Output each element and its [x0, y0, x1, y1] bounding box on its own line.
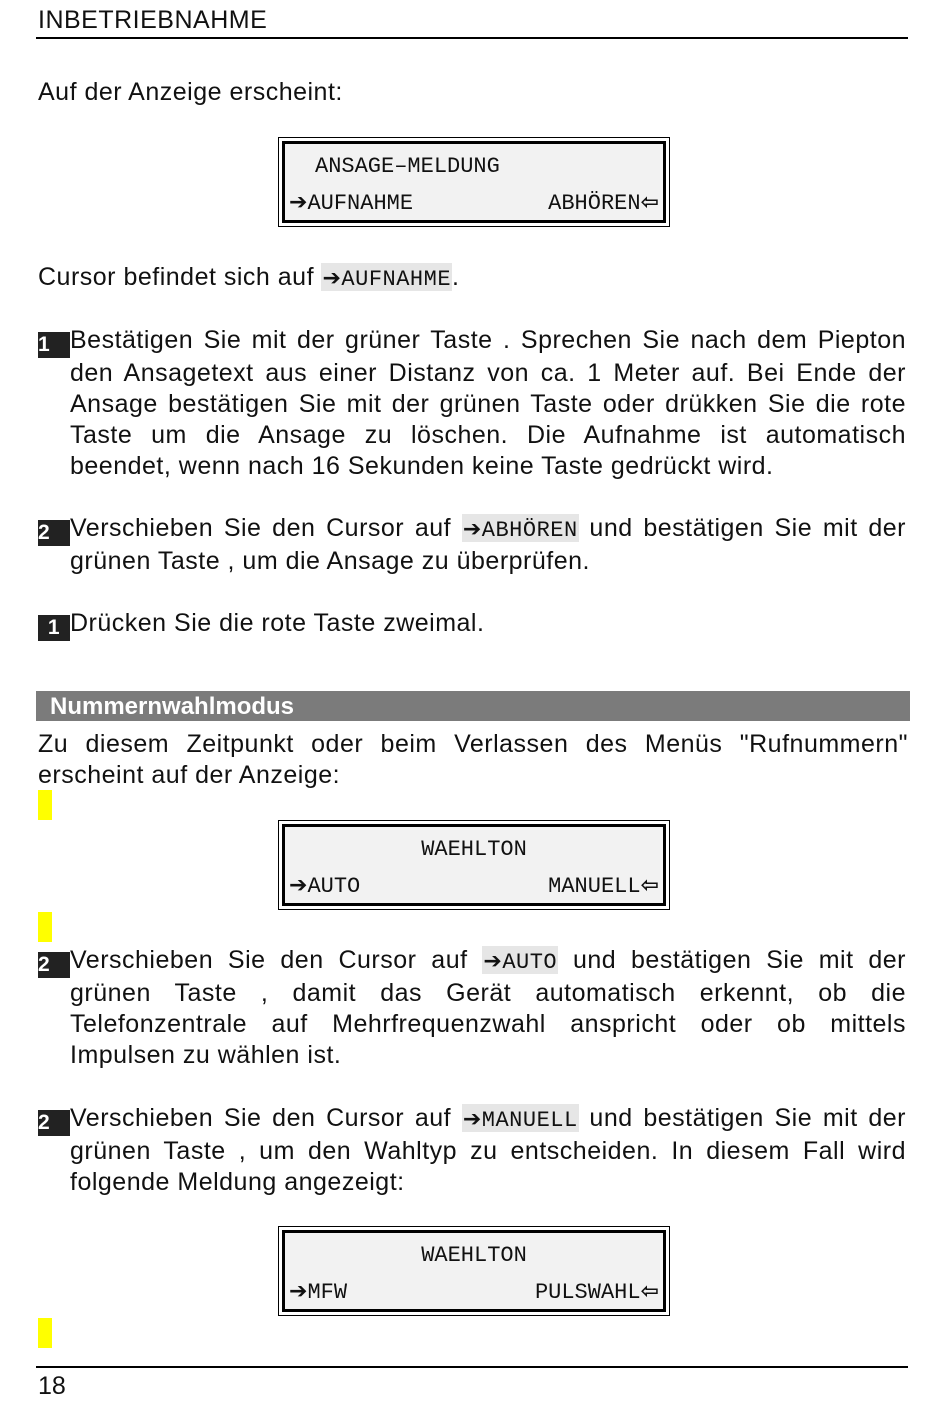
- cursor-text: Cursor befindet sich auf: [38, 263, 322, 291]
- step-auto: [38, 945, 906, 1071]
- lcd-line-title: ANSAGE–MELDUNG: [315, 154, 500, 179]
- lcd-option-left: [289, 190, 413, 216]
- lcd-screen: [282, 1230, 666, 1312]
- cursor-position-text: [38, 262, 908, 295]
- cursor-value-label: MANUELL: [481, 1108, 578, 1133]
- left-arrow-icon: ⇦: [640, 873, 659, 898]
- lcd-option-left-label: AUTO: [307, 874, 361, 899]
- header-divider: [36, 37, 908, 39]
- lcd-line-options: [289, 190, 659, 216]
- footer-divider: [36, 1366, 908, 1368]
- step-badge: 2: [38, 952, 70, 978]
- cursor-text-end: .: [452, 263, 460, 291]
- right-arrow-icon: ➔: [322, 266, 342, 291]
- step-auto-text-after: und bestätigen Sie mit der grünen Taste , damit das Gerät automatisch erkennt, ob die Telefonzentrale auf Mehrfrequenzwahl anspricht oder ob mittels Impulsen zu wählen ist.: [70, 946, 906, 1069]
- cursor-value: [321, 263, 452, 291]
- lcd-screen: [282, 141, 666, 223]
- left-arrow-icon: ⇦: [640, 1279, 659, 1304]
- lcd-display-waehltyp: [278, 1226, 670, 1316]
- lcd-option-left: [289, 873, 360, 899]
- lcd-option-left: [289, 1279, 347, 1305]
- cursor-value-label: AUFNAHME: [341, 267, 452, 292]
- step-manual-text-after: und bestätigen Sie mit der grünen Taste , um den Wahltyp zu entscheiden. In diesem Fall wird folgende Meldung angezeigt:: [70, 1104, 907, 1196]
- step-press-red-text: Drücken Sie die rote Taste zweimal.: [70, 609, 485, 637]
- right-arrow-icon: ➔: [462, 1107, 482, 1132]
- page-number: 18: [38, 1372, 66, 1400]
- lcd-display-waehlton: [278, 820, 670, 910]
- highlight-marker: [38, 912, 52, 942]
- step-press-red: [38, 608, 906, 641]
- lcd-screen: [282, 824, 666, 906]
- step-badge: 1: [38, 332, 70, 358]
- lcd-line-options: [289, 873, 659, 899]
- cursor-value-label: AUTO: [502, 950, 558, 975]
- right-arrow-icon: ➔: [483, 949, 503, 974]
- step-badge: 2: [38, 520, 70, 546]
- lcd-option-right: [548, 190, 659, 216]
- page-header-title: INBETRIEBNAHME: [38, 6, 268, 34]
- step-record: [38, 325, 906, 482]
- section-intro-text: Zu diesem Zeitpunkt oder beim Verlassen des Menüs "Rufnummern" erscheint auf der Anzeige:: [38, 730, 908, 789]
- left-arrow-icon: ⇦: [640, 190, 659, 215]
- lcd-option-right-label: ABHÖREN: [548, 191, 641, 216]
- cursor-value: [482, 946, 558, 974]
- step-badge: 1: [38, 615, 70, 641]
- step-auto-text: Verschieben Sie den Cursor auf: [70, 946, 483, 974]
- right-arrow-icon: ➔: [289, 190, 308, 215]
- lcd-display-ansage: [278, 137, 670, 227]
- lcd-option-left-label: AUFNAHME: [307, 191, 414, 216]
- step-listen-text-after: und bestätigen Sie mit der grünen Taste , um die Ansage zu überprüfen.: [70, 514, 907, 575]
- intro-text: Auf der Anzeige erscheint:: [38, 78, 343, 106]
- lcd-option-left-label: MFW: [307, 1280, 348, 1305]
- right-arrow-icon: ➔: [289, 1279, 308, 1304]
- step-listen: [38, 513, 906, 577]
- right-arrow-icon: ➔: [289, 873, 308, 898]
- step-listen-text: Verschieben Sie den Cursor auf: [70, 514, 462, 542]
- lcd-option-right: [535, 1279, 659, 1305]
- cursor-value: [462, 1104, 579, 1132]
- lcd-option-right: [548, 873, 659, 899]
- highlight-marker: [38, 790, 52, 820]
- highlight-marker: [38, 1318, 52, 1348]
- section-header: [36, 691, 910, 721]
- lcd-line-title: WAEHLTON: [421, 837, 527, 862]
- step-badge: 2: [38, 1110, 70, 1136]
- lcd-option-right-label: MANUELL: [548, 874, 641, 899]
- lcd-line-title: WAEHLTON: [421, 1243, 527, 1268]
- section-title: Nummernwahlmodus: [50, 693, 295, 720]
- right-arrow-icon: ➔: [462, 517, 482, 542]
- lcd-option-right-label: PULSWAHL: [534, 1280, 641, 1305]
- lcd-line-options: [289, 1279, 659, 1305]
- cursor-value: [462, 514, 579, 542]
- step-record-text: Bestätigen Sie mit der grüner Taste . Sprechen Sie nach dem Piepton den Ansagetext aus einer Distanz von ca. 1 Meter auf. Bei Ende der Ansage bestätigen Sie mit der grünen Taste oder drükken Sie die rote Taste um die Ansage zu löschen. Die Aufnahme ist automatisch beendet, wenn nach 16 Sekunden keine Taste gedrückt wird.: [70, 326, 906, 480]
- step-manual: [38, 1103, 906, 1198]
- cursor-value-label: ABHÖREN: [481, 518, 578, 543]
- step-manual-text: Verschieben Sie den Cursor auf: [70, 1104, 462, 1132]
